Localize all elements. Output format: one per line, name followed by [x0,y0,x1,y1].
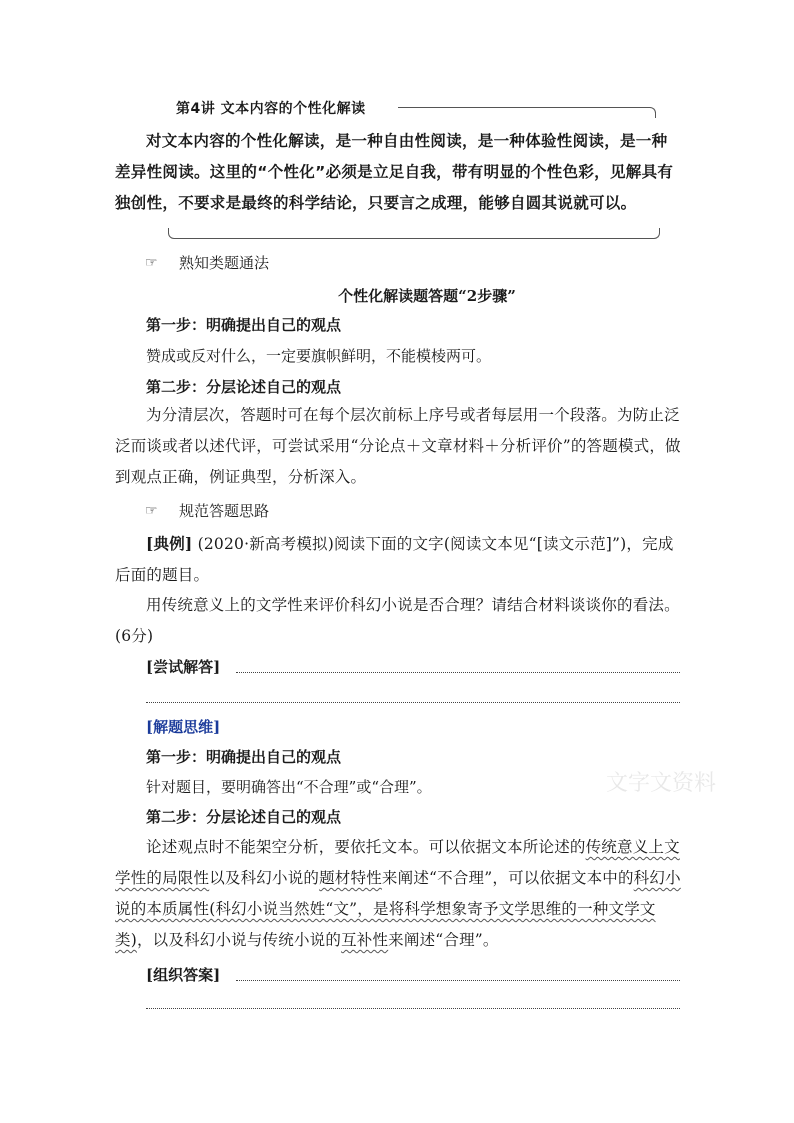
step2-text: 为分清层次，答题时可在每个层次前标上序号或者每层用一个段落。为防止泛泛而谈或者以述代评，可尝试采用“分论点＋文章材料＋分析评价”的答题模式，做到观点正确，例证典型，分析深入。 [115,406,681,486]
thinking-label: [解题思维] [146,718,221,736]
organize-answer-label: [组织答案] [146,966,221,984]
underlined-phrase: 传统意义上文学性的局限性 [115,838,680,887]
section-label: 熟知类题通法 [179,254,270,272]
thinking-step2-title: 第二步：分层论述自己的观点 [146,808,342,826]
text-segment: ，以及科幻小说与传统小说的 [136,931,342,949]
pointing-hand-icon: ☞ [145,254,158,271]
step1-title: 第一步：明确提出自己的观点 [146,316,342,334]
answer-blank-line[interactable] [236,672,680,673]
box-top-border [398,107,656,118]
answer-blank-line[interactable] [146,702,680,703]
text-segment: 来阐述“不合理”，可以依据文本中的 [381,869,634,887]
intro-paragraph: 对文本内容的个性化解读，是一种自由性阅读，是一种体验性阅读，是一种差异性阅读。这里的“个性化”必须是立足自我，带有明显的个性色彩，见解具有独创性，不要求是最终的科学结论，只要言之成理，能够自圆其说就可以。 [115,132,674,212]
answer-blank-line[interactable] [146,1008,680,1009]
example-text: (2020·新高考模拟)阅读下面的文字(阅读文本见“[读文示范]”)，完成后面的题目。 [115,535,674,584]
underlined-phrase: 科幻小说的本质属性(科幻小说当然姓“文”，是将科学想象寄予文学思维的一种文学文类) [115,869,681,949]
try-answer-label: [尝试解答] [146,658,221,676]
underlined-phrase: 题材特性 [319,869,382,887]
thinking-step2-text [115,832,681,956]
box-bottom-border [168,228,660,239]
section-heading-answer-approach [145,500,269,521]
text-segment: 以及科幻小说的 [209,869,320,887]
text-segment: 来阐述“合理”。 [388,931,499,949]
steps-title: 个性化解读题答题“2步骤” [338,287,516,305]
example-paragraph [115,528,681,591]
watermark: 文字文资料 [606,771,717,796]
step1-text: 赞成或反对什么，一定要旗帜鲜明，不能模棱两可。 [146,347,492,365]
thinking-step1-text: 针对题目，要明确答出“不合理”或“合理”。 [146,778,432,796]
step2-title: 第二步：分层论述自己的观点 [146,378,342,396]
example-tag: [典例] [146,534,193,553]
pointing-hand-icon: ☞ [145,502,158,519]
section-heading-methods [145,252,269,273]
section-label: 规范答题思路 [179,502,270,520]
thinking-step1-title: 第一步：明确提出自己的观点 [146,748,342,766]
lesson-title: 第4讲 文本内容的个性化解读 [176,101,366,117]
answer-blank-line[interactable] [236,980,680,981]
underlined-phrase: 互补性 [341,931,389,949]
text-segment: 论述观点时不能架空分析，要依托文本。可以依据文本所论述的 [146,838,586,856]
question-text: 用传统意义上的文学性来评价科幻小说是否合理？请结合材料谈谈你的看法。(6分) [115,596,680,645]
